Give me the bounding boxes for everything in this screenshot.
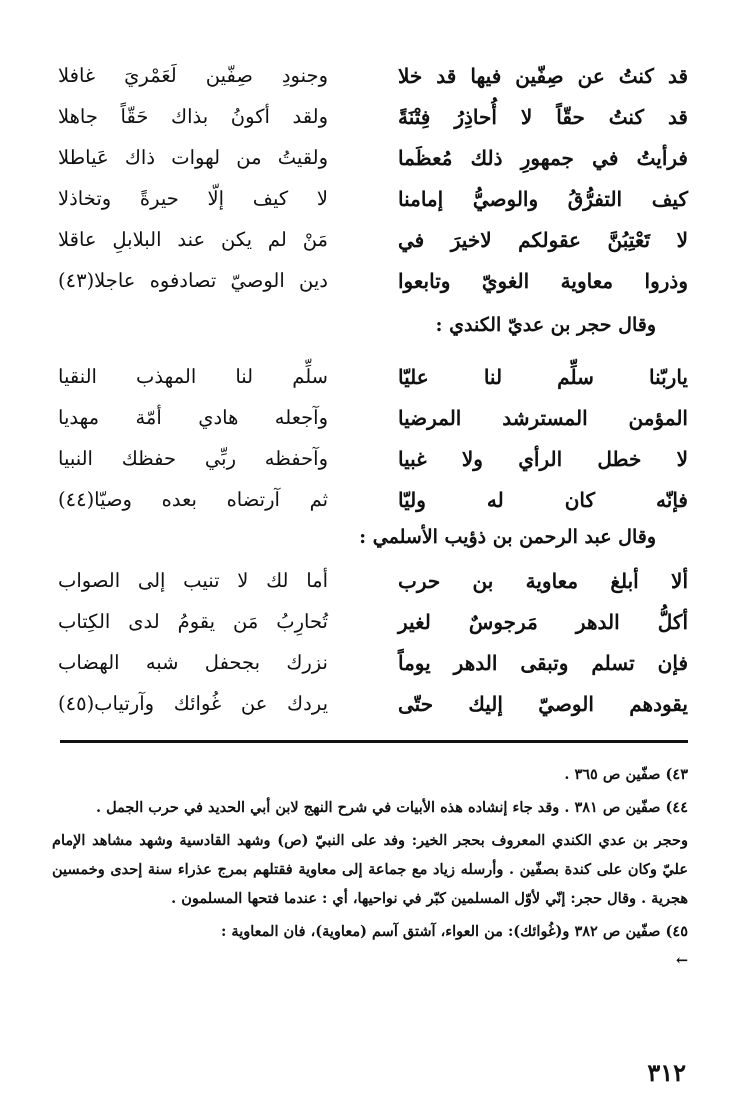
footnote-44: ٤٤) صفّين ص ٣٨١ . وقد جاء إنشاده هذه الأبيات في شرح النهج لابن أبي الحديد في حرب الجمل . xyxy=(95,799,688,816)
first-hemistich: يقودهم الوصيّ إليك حتّى xyxy=(398,691,688,716)
first-hemistich: المؤمن المسترشد المرضيا xyxy=(398,405,688,430)
verse-line xyxy=(58,683,688,724)
verse-line xyxy=(58,479,688,520)
verse-line xyxy=(58,438,688,479)
poem-2 xyxy=(58,356,688,520)
first-hemistich: لا خطل الرأي ولا غبيا xyxy=(398,446,688,471)
first-hemistich: فإن تسلم وتبقى الدهر يوماً xyxy=(398,650,688,675)
verse-line xyxy=(58,137,688,178)
second-hemistich: أما لك لا تنيب إلى الصواب xyxy=(58,569,328,592)
footnote-divider xyxy=(60,740,688,743)
second-hemistich: مَنْ لم يكن عند البلابلِ عاقلا xyxy=(58,228,328,251)
first-hemistich: ألا أبلغ معاوية بن حرب xyxy=(398,568,688,593)
poem-2-intro: وقال حجر بن عديّ الكندي : xyxy=(435,314,656,336)
footnotes xyxy=(52,760,688,975)
poem-3 xyxy=(58,560,688,724)
second-hemistich: نزرك بجحفل شبه الهضاب xyxy=(58,651,328,674)
first-hemistich: أكلُّ الدهر مَرجوسٌ لغير xyxy=(398,609,688,634)
second-hemistich: وجنودِ صِفّين لَعَمْريَ غافلا xyxy=(58,64,328,87)
verse-line xyxy=(58,260,688,301)
first-hemistich: وذروا معاوية الغويّ وتابعوا xyxy=(398,268,688,293)
verse-line xyxy=(58,178,688,219)
verse-line xyxy=(58,96,688,137)
footnote-hujr-bio: وحجر بن عدي الكندي المعروف بحجر الخير: وفد على النبيّ (ص) وشهد القادسية وشهد مشاهد الإمام عليّ وكان على كندة بصفّين . وأرسله زياد مع جماعة إلى معاوية فقتلهم بمرج عذراء سنة إحدى وخمسين هجرية . وقال حجر: إنّي لأوّل المسلمين كبّر في نواحيها، أي : عندما فتحها المسلمون . xyxy=(52,832,688,907)
verse-line xyxy=(58,560,688,601)
footnote-45: ٤٥) صفّين ص ٣٨٢ و(غُوائك): من العواء، آشتق آسم (معاوية)، فان المعاوية : xyxy=(221,923,688,940)
second-hemistich: ولقيتُ من لهوات ذاك عَياطلا xyxy=(58,146,328,169)
verse-line xyxy=(58,601,688,642)
second-hemistich: دين الوصيّ تصادفوه عاجلا(٤٣) xyxy=(58,269,328,292)
verse-line xyxy=(58,219,688,260)
footnote-43: ٤٣) صفّين ص ٣٦٥ . xyxy=(564,766,688,783)
verse-line xyxy=(58,397,688,438)
second-hemistich: ولقد أكونُ بذاك حَقّاً جاهلا xyxy=(58,105,328,128)
first-hemistich: فرأيتُ في جمهورِ ذلك مُعظَما xyxy=(398,145,688,170)
second-hemistich: تُحارِبُ مَن يقومُ لدى الكِتاب xyxy=(58,610,328,633)
second-hemistich: وآحفظه ربِّي حفظك النبيا xyxy=(58,447,328,470)
poem-1 xyxy=(58,55,688,301)
poem-3-intro: وقال عبد الرحمن بن ذؤيب الأسلمي : xyxy=(359,526,656,548)
first-hemistich: لا تَعْتِبُنَّ عقولكم لاخيرَ في xyxy=(398,227,688,252)
verse-line xyxy=(58,642,688,683)
first-hemistich: ياربّنا سلِّم لنا عليّا xyxy=(398,364,688,389)
page-number: ٣١٢ xyxy=(647,1058,686,1087)
second-hemistich: سلِّم لنا المهذب النقيا xyxy=(58,365,328,388)
continue-arrow: ← xyxy=(675,952,688,969)
first-hemistich: كيف التفرُّقُ والوصيُّ إمامنا xyxy=(398,186,688,211)
verse-line xyxy=(58,55,688,96)
second-hemistich: لا كيف إلّا حيرةً وتخاذلا xyxy=(58,187,328,210)
verse-line xyxy=(58,356,688,397)
second-hemistich: ثم آرتضاه بعده وصيّا(٤٤) xyxy=(58,488,328,511)
second-hemistich: وآجعله هادي أمّة مهديا xyxy=(58,406,328,429)
first-hemistich: فإنّه كان له وليّا xyxy=(398,487,688,512)
first-hemistich: قد كنتُ عن صِفّين فيها قد خلا xyxy=(398,63,688,88)
first-hemistich: قد كنتُ حقّاً لا أُحاذِرُ فِتْنَةً xyxy=(398,104,688,129)
second-hemistich: يردك عن غُوائك وآرتياب(٤٥) xyxy=(58,692,328,715)
